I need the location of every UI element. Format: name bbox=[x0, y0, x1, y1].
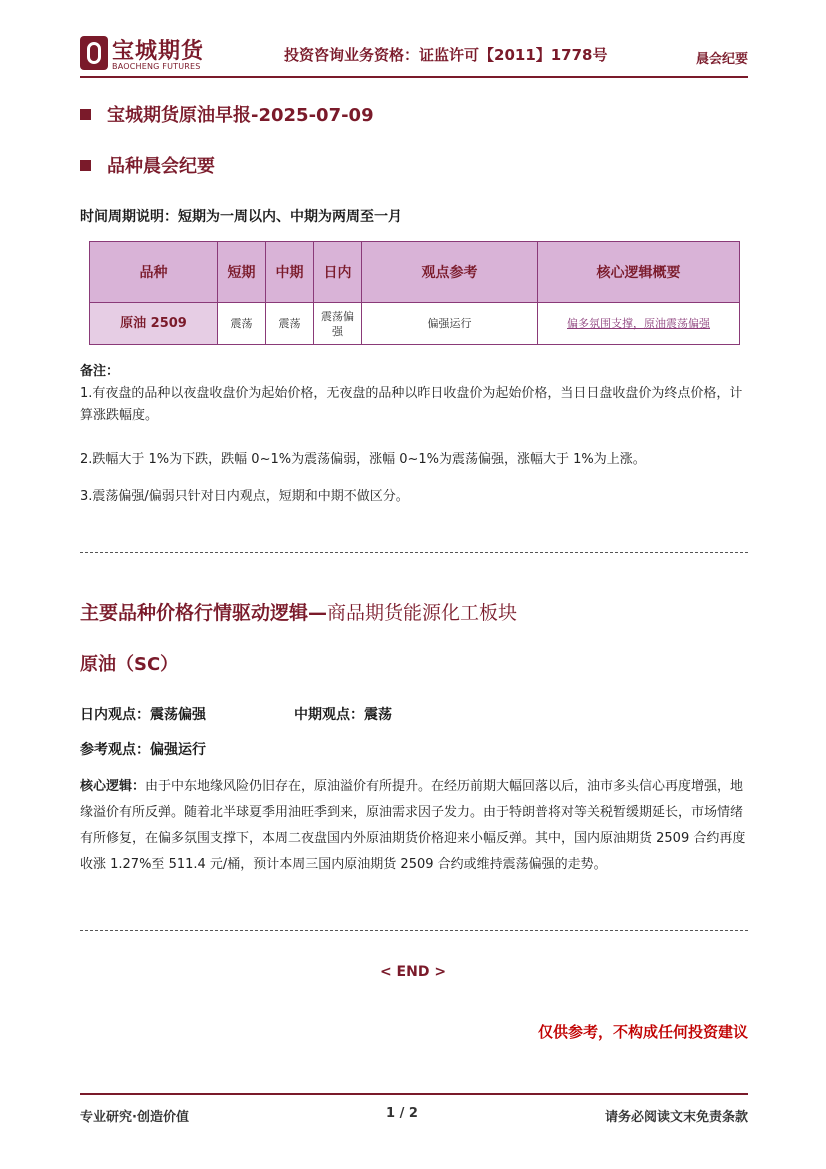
main-title-text: 主要品种价格行情驱动逻辑— bbox=[80, 602, 328, 624]
mid-view-label: 中期观点： bbox=[294, 707, 364, 723]
note-item-3: 3.震荡偏强/偏弱只针对日内观点，短期和中期不做区分。 bbox=[80, 489, 409, 504]
notes-heading: 备注： bbox=[80, 364, 120, 379]
header-short-term: 短期 bbox=[218, 242, 266, 303]
core-logic-text: 由于中东地缘风险仍旧存在，原油溢价有所提升。在经历前期大幅回落以后，油市多头信心再度增强，地缘溢价有所反弹。随着北半球夏季用油旺季到来，原油需求因子发力。由于特朗普将对等关税暂缓期延长，市场情绪有所修复，在偏多氛围支撑下，本周二夜盘国内外原油期货价格迎来小幅反弹。其中，国内原油期货 2509 合约再度收涨 1.27%至 511.4 元/桶，预计本周三国内原油期货 2509 合约或维持震荡偏强的走势。 bbox=[80, 779, 746, 872]
main-title bbox=[80, 598, 517, 625]
page-number: 1 / 2 bbox=[386, 1106, 418, 1121]
cell-intraday: 震荡偏强 bbox=[314, 303, 362, 345]
table-row bbox=[90, 303, 740, 345]
cycle-note: 时间周期说明：短期为一周以内、中期为两周至一月 bbox=[80, 209, 402, 225]
core-logic bbox=[80, 774, 748, 878]
core-logic-link[interactable]: 偏多氛围支撑，原油震荡偏强 bbox=[567, 317, 710, 330]
cell-view: 偏强运行 bbox=[362, 303, 538, 345]
header-variety: 品种 bbox=[90, 242, 218, 303]
cell-short-term: 震荡 bbox=[218, 303, 266, 345]
reference-view bbox=[80, 739, 206, 759]
report-title-text: 宝城期货原油早报-2025-07-09 bbox=[107, 105, 374, 126]
section-title bbox=[80, 152, 215, 178]
intraday-view-value: 震荡偏强 bbox=[150, 707, 206, 723]
cell-variety: 原油 2509 bbox=[90, 303, 218, 345]
dashed-divider bbox=[80, 930, 748, 931]
views-table bbox=[89, 241, 740, 345]
footer-disclaimer-link: 请务必阅读文末免责条款 bbox=[604, 1110, 748, 1125]
qualification-text: 投资咨询业务资格：证监许可【2011】1778号 bbox=[284, 46, 608, 64]
reference-view-value: 偏强运行 bbox=[150, 742, 206, 758]
table-header-row bbox=[90, 242, 740, 303]
dashed-divider bbox=[80, 552, 748, 553]
header-core-logic: 核心逻辑概要 bbox=[538, 242, 740, 303]
intraday-view bbox=[80, 704, 206, 724]
reference-view-label: 参考观点： bbox=[80, 742, 150, 758]
logo-english-text: BAOCHENG FUTURES bbox=[112, 62, 201, 71]
cell-mid-term: 震荡 bbox=[266, 303, 314, 345]
section-tag: 晨会纪要 bbox=[695, 52, 748, 67]
logo-text: 宝城期货 bbox=[112, 39, 205, 64]
logo-icon bbox=[80, 36, 108, 70]
section-title-text: 品种晨会纪要 bbox=[107, 156, 215, 177]
core-logic-label: 核心逻辑： bbox=[80, 779, 146, 794]
main-subtitle: 商品期货能源化工板块 bbox=[327, 602, 518, 624]
mid-view bbox=[294, 704, 392, 724]
footer-divider bbox=[80, 1093, 748, 1095]
note-item-1: 1.有夜盘的品种以夜盘收盘价为起始价格，无夜盘的品种以昨日收盘价为起始价格，当日日盘收盘价为终点价格，计算涨跌幅度。 bbox=[80, 386, 743, 423]
header-intraday: 日内 bbox=[314, 242, 362, 303]
mid-view-value: 震荡 bbox=[364, 707, 392, 723]
end-mark: < END > bbox=[379, 964, 447, 980]
commodity-title: 原油（SC） bbox=[80, 654, 179, 675]
intraday-view-label: 日内观点： bbox=[80, 707, 150, 723]
header-mid-term: 中期 bbox=[266, 242, 314, 303]
report-title bbox=[80, 101, 374, 127]
header-divider bbox=[80, 76, 748, 78]
disclaimer: 仅供参考，不构成任何投资建议 bbox=[537, 1023, 748, 1041]
note-item-2: 2.跌幅大于 1%为下跌，跌幅 0~1%为震荡偏弱，涨幅 0~1%为震荡偏强，涨幅大于 1%为上涨。 bbox=[80, 452, 646, 467]
footer-slogan: 专业研究·创造价值 bbox=[80, 1110, 189, 1125]
cell-core-logic bbox=[538, 303, 740, 345]
square-bullet-icon bbox=[80, 109, 91, 120]
company-logo bbox=[80, 34, 220, 74]
header-view: 观点参考 bbox=[362, 242, 538, 303]
square-bullet-icon bbox=[80, 160, 91, 171]
